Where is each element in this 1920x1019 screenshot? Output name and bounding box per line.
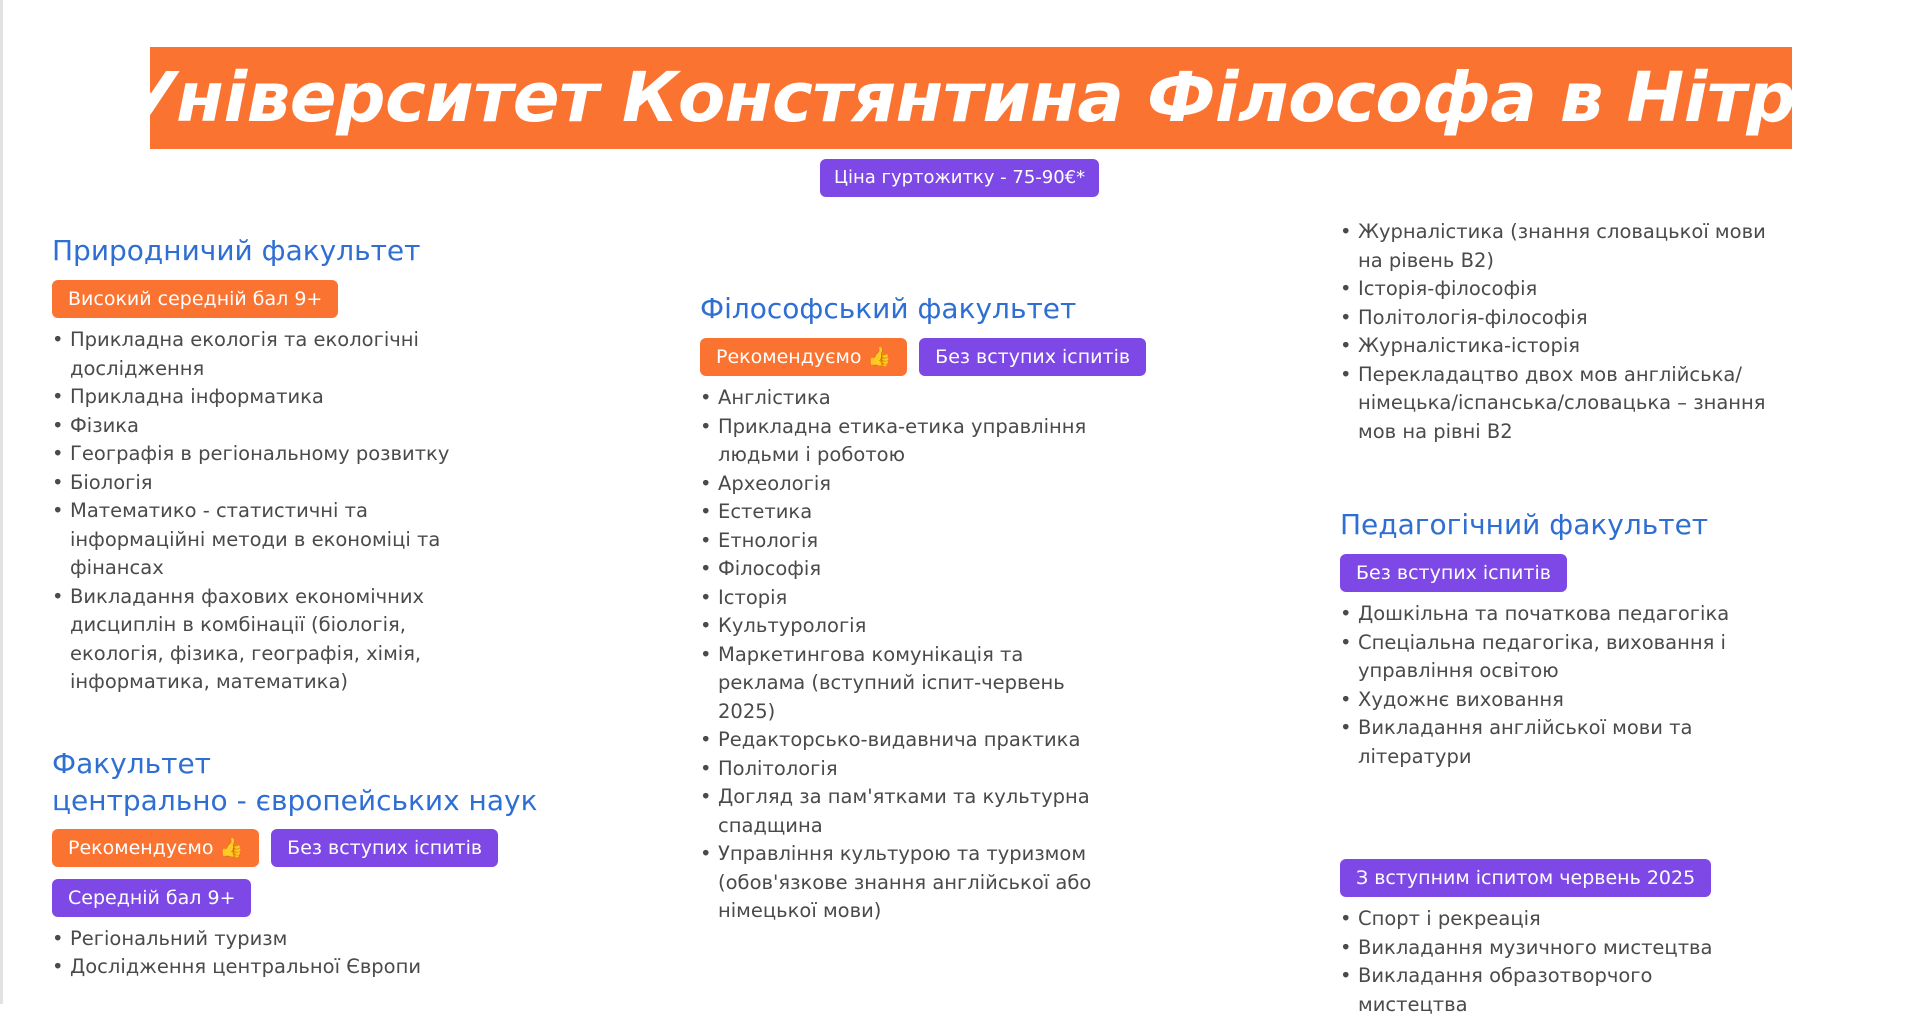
list-item: • Географія в регіональному розвитку	[52, 440, 452, 469]
list-item: • Художнє виховання	[1340, 686, 1770, 715]
list-item: • Історія	[700, 584, 1100, 613]
list-item: • Журналістика (знання словацької мови на рівень B2)	[1340, 218, 1770, 275]
list-item: • Естетика	[700, 498, 1100, 527]
no-exams-badge: Без вступих іспитів	[919, 338, 1146, 376]
list-item: • Культурологія	[700, 612, 1100, 641]
list-item: • Викладання образотворчого мистецтва	[1340, 962, 1740, 1019]
recommend-badge: Рекомендуємо 👍	[700, 338, 907, 376]
list-item: • Фізика	[52, 412, 452, 441]
philosophy-faculty-heading: Філософський факультет	[700, 292, 1077, 325]
list-item: • Математико - статистичні та інформаційні методи в економіці та фінансах	[52, 497, 452, 583]
list-item: • Філософія	[700, 555, 1100, 584]
list-item: • Прикладна етика-етика управління людьми і роботою	[700, 413, 1100, 470]
no-exams-badge: Без вступих іспитів	[271, 829, 498, 867]
column-left	[52, 232, 652, 982]
list-item: • Журналістика-історія	[1340, 332, 1770, 361]
pedagogy-exam-badges	[1340, 859, 1880, 897]
list-item: • Етнологія	[700, 527, 1100, 556]
natural-faculty-list	[52, 326, 452, 697]
list-item: • Археологія	[700, 470, 1100, 499]
exam-june-badge: З вступним іспитом червень 2025	[1340, 859, 1711, 897]
list-item: • Дослідження центральної Європи	[52, 953, 452, 982]
central-europe-badges	[52, 829, 592, 917]
list-item: • Дошкільна та початкова педагогіка	[1340, 600, 1770, 629]
list-item: • Політологія-філософія	[1340, 304, 1770, 333]
pedagogy-badges	[1340, 554, 1880, 592]
recommend-badge: Рекомендуємо 👍	[52, 829, 259, 867]
list-item: • Перекладацтво двох мов англійська/німецька/іспанська/словацька – знання мов на рівні B2	[1340, 361, 1770, 447]
central-europe-list	[52, 925, 452, 982]
list-item: • Догляд за пам'ятками та культурна спадщина	[700, 783, 1100, 840]
left-edge-divider	[0, 0, 3, 1004]
avg-score-badge: Середній бал 9+	[52, 879, 251, 917]
pedagogy-exam-list	[1340, 905, 1740, 1019]
dorm-price-badge: Ціна гуртожитку - 75-90€*	[820, 159, 1099, 197]
natural-faculty-badges	[52, 280, 592, 318]
page-title: Університет Констянтина Філософа в Нітрі	[123, 58, 1819, 138]
central-europe-heading-line2: центрально - європейських наук	[52, 783, 538, 817]
list-item: • Викладання фахових економічних дисциплін в комбінації (біологія, екологія, фізика, географія, хімія, інформатика, математика)	[52, 583, 452, 697]
philosophy-badges	[700, 338, 1240, 376]
list-item: • Спеціальна педагогіка, виховання і управління освітою	[1340, 629, 1770, 686]
pedagogy-faculty-heading: Педагогічний факультет	[1340, 508, 1709, 541]
pedagogy-list	[1340, 600, 1770, 771]
list-item: • Прикладна інформатика	[52, 383, 452, 412]
column-right	[1340, 218, 1900, 1019]
high-avg-badge: Високий середній бал 9+	[52, 280, 338, 318]
no-exams-badge: Без вступих іспитів	[1340, 554, 1567, 592]
list-item: • Редакторсько-видавнича практика	[700, 726, 1100, 755]
list-item: • Прикладна екологія та екологічні дослідження	[52, 326, 452, 383]
list-item: • Історія-філософія	[1340, 275, 1770, 304]
list-item: • Управління культурою та туризмом (обов'язкове знання англійської або німецької мови)	[700, 840, 1100, 926]
philosophy-continued-list	[1340, 218, 1770, 446]
list-item: • Маркетингова комунікація та реклама (вступний іспит-червень 2025)	[700, 641, 1100, 727]
list-item: • Викладання англійської мови та літератури	[1340, 714, 1770, 771]
natural-faculty-heading: Природничий факультет	[52, 234, 421, 267]
list-item: • Політологія	[700, 755, 1100, 784]
list-item: • Біологія	[52, 469, 452, 498]
central-europe-faculty-heading	[52, 745, 652, 819]
central-europe-heading-line1: Факультет	[52, 746, 211, 780]
philosophy-list	[700, 384, 1100, 926]
title-banner	[123, 47, 1819, 149]
list-item: • Англістика	[700, 384, 1100, 413]
list-item: • Регіональний туризм	[52, 925, 452, 954]
column-middle	[700, 290, 1131, 926]
list-item: • Спорт і рекреація	[1340, 905, 1740, 934]
list-item: • Викладання музичного мистецтва	[1340, 934, 1740, 963]
